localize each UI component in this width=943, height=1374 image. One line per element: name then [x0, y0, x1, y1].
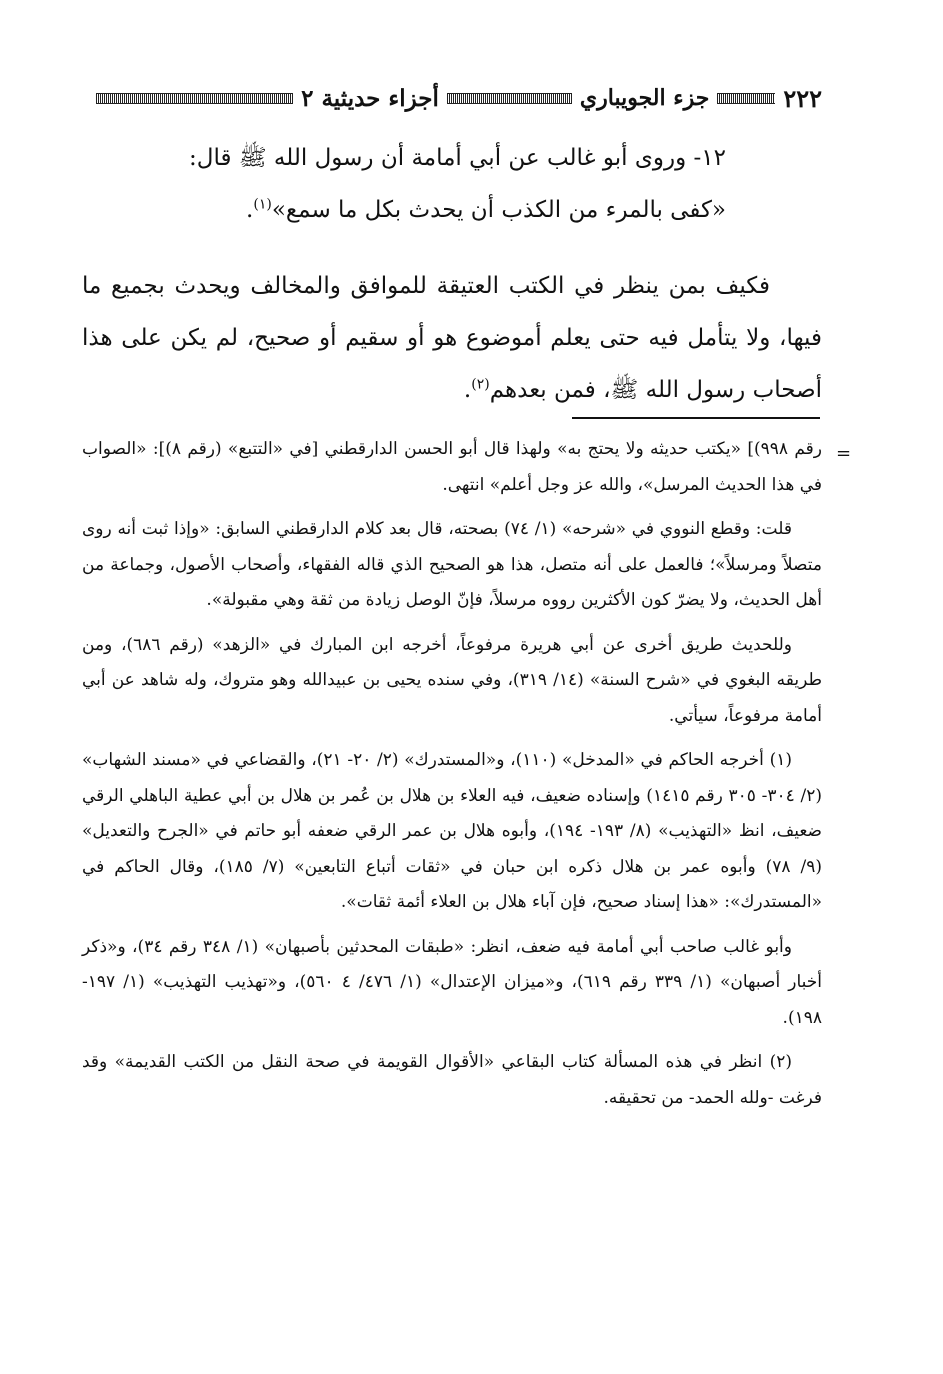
footnote-1: (١) أخرجه الحاكم في «المدخل» (١١٠)، و«المستدرك» (٢/ ٢٠- ٢١)، والقضاعي في «مسند الشهاب» (٢/ ٣٠٤- ٣٠٥ رقم ١٤١٥) وإسناده ضعيف، فيه العلاء بن هلال بن عُمر بن هلال بن أبي عطية الباهلي الرقي ضعيف، انظ «التهذيب» (٨/ ١٩٣- ١٩٤)، وأبوه هلال بن عمر الرقي ضعفه أبو حاتم في «الجرح والتعديل» (٩/ ٧٨) وأبوه عمر بن هلال ذكره ابن حبان في «ثقات أتباع التابعين» (٧/ ١٨٥)، وقال الحاكم في «المستدرك»: «هذا إسناد صحيح، فإن آباء هلال بن العلاء أئمة ثقات».: [82, 750, 822, 912]
header-ornament-rule: [447, 93, 572, 104]
hadith-text: «كفى بالمرء من الكذب أن يحدث بكل ما سمع»: [271, 197, 726, 223]
continuation-mark: =: [836, 443, 852, 464]
footnote-2: (٢) انظر في هذه المسألة كتاب البقاعي «الأقوال القويمة في صحة النقل من الكتب القديمة» وقد فرغت -ولله الحمد- من تحقيقه.: [82, 1052, 822, 1108]
footnote-separator: [572, 417, 820, 419]
paragraph-text: فكيف بمن ينظر في الكتب العتيقة للموافق والمخالف ويحدث بجميع ما فيها، ولا يتأمل فيه حتى يعلم أموضوع هو أو سقيم أو صحيح، لم يكن على هذا أصحاب رسول الله ﷺ، فمن بعدهم: [82, 273, 822, 403]
main-paragraph: [82, 260, 822, 416]
footnote-abu-ghalib: وأبو غالب صاحب أبي أمامة فيه ضعف، انظر: «طبقات المحدثين بأصبهان» (١/ ٣٤٨ رقم ٣٤)، و«ذكر أخبار أصبهان» (١/ ٣٣٩ رقم ٦١٩)، و«ميزان الإعتدال» (١/ ٤٧٦/ ٤ ٥٦٠)، و«تهذيب التهذيب» (١/ ١٩٧- ١٩٨).: [82, 936, 823, 1028]
running-header: [88, 78, 822, 118]
footnote-ref-1: (١): [253, 196, 272, 213]
page-number: ٢٢٢: [783, 83, 822, 113]
hadith-end: .: [246, 197, 254, 223]
header-ornament-rule: [717, 93, 775, 104]
paragraph-end: .: [463, 377, 472, 403]
footnote-ref-2: (٢): [471, 376, 490, 393]
hadith-block: [82, 132, 822, 236]
footnotes-area: [82, 432, 822, 1125]
header-ornament-rule: [96, 93, 293, 104]
footnote-tariq: وللحديث طريق أخرى عن أبي هريرة مرفوعاً، أخرجه ابن المبارك في «الزهد» (رقم ٦٨٦)، ومن طريقه البغوي في «شرح السنة» (١٤/ ٣١٩)، وفي سنده يحيى بن عبيدالله وهو متروك، وله شاهد عن أبي أمامة مرفوعاً، سيأتي.: [82, 634, 822, 726]
book-title: جزء الجويباري: [579, 85, 710, 111]
footnote-qult: قلت: وقطع النووي في «شرحه» (١/ ٧٤) بصحته، قال بعد كلام الدارقطني السابق: «وإذا ثبت أنه روى متصلاً ومرسلاً»؛ فالعمل على أنه متصل، هذا هو الصحيح الذي قاله الفقهاء، وأصحاب الأصول، وجماعة من أهل الحديث، ولا يضرّ كون الأكثرين رووه مرسلاً، فإنّ الوصل زيادة من ثقة وهي مقبولة».: [82, 519, 822, 610]
hadith-intro: ١٢- وروى أبو غالب عن أبي أمامة أن رسول الله ﷺ قال:: [189, 145, 726, 171]
series-title: أجزاء حديثية ٢: [301, 84, 439, 112]
hadith-text-line: [82, 184, 822, 236]
footnote-continuation: رقم ٩٩٨)] «يكتب حديثه ولا يحتج به» ولهذا قال أبو الحسن الدارقطني [في «التتبع» (رقم ٨)]: «الصواب في هذا الحديث المرسل»، والله عز وجل أعلم» انتهى.: [82, 439, 822, 495]
